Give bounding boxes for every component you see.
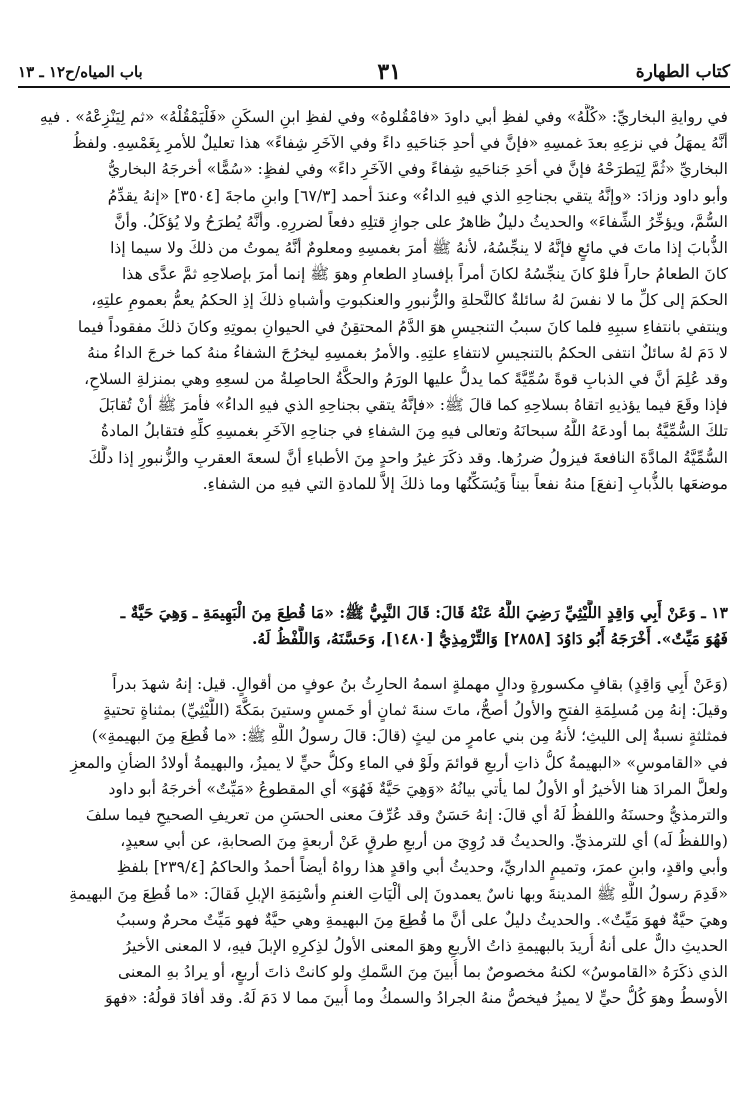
text-line: فمثلثةٍ نسبةٌ إلى الليثِ؛ لأنهُ مِن بني عامرٍ من ليثٍ (قالَ: قالَ رسولُ اللَّهِ ﷺ: «ما قُطِعَ مِنَ البهيمةِ») xyxy=(91,727,728,746)
text-line: وأبي واقدٍ، وابنِ عمرَ، وتميمٍ الداريِّ، وحديثُ أبي واقدٍ هذا رواهُ أيضاً أحمدُ والحاكمُ [٢٣٩/٤] بلفظِ xyxy=(116,858,728,877)
text-line: (وَعَنْ أَبِي وَاقِدٍ) بقافٍ مكسورةٍ ودالٍ مهملةٍ اسمهُ الحارِثُ بنُ عوفٍ من أقوالٍ. قيل: إنهُ شهدَ بدراً xyxy=(112,675,728,693)
text-line: «قَدِمَ رسولُ اللَّهِ ﷺ المدينةَ وبها ناسٌ يعمدونَ إلى ألْيَاتِ الغنمِ وأسْنِمَةِ الإبلِ فَقالَ: «ما قُطِعَ مِنَ البهيمةِ xyxy=(69,884,728,903)
text-line: السُّمَّ، ويؤخِّرُ الشِّفاءَ» والحديثُ دليلٌ ظاهرٌ على جوازِ قتلِهِ دفعاً لضررِهِ. وأنَّهُ يُطرَحُ ولا يُؤكَلُ. وأنَّ xyxy=(114,212,728,231)
text-line: في «القاموسِ» «البهيمةُ كلُّ ذاتِ أربعِ قوائمَ ولَوْ في الماءِ وكلُّ حيٍّ لا يميزُ، والبهيمةُ أولادُ الضأنِ والمعزِ xyxy=(70,753,728,772)
page-header xyxy=(18,58,730,88)
text-line: وقيلَ: إنهُ مِن مُسلِمَةِ الفتحِ والأولُ أصحُّ، ماتَ سنةَ ثمانٍ أو خَمسٍ وستينَ بمَكَّةَ (اللَّيْثِيِّ) بمثناةٍ تحتيةٍ xyxy=(103,701,728,720)
text-line: الأوسطُ وهوَ كُلُّ حيٍّ لا يميزُ فيخصُّ منهُ الجرادُ والسمكُ وما أُبينَ مما لا دَمَ لَهُ. وقد أفادَ قولُهُ: «فهوَ xyxy=(105,989,728,1008)
commentary-paragraph xyxy=(24,104,728,497)
text-line: كانَ الطعامُ حاراً فلوْ كانَ ينجِّسُهُ لكانَ أمراً بإفسادِ الطعامِ وهوَ ﷺ إنما أمرَ بإصلاحِهِ ثمَّ عدَّى هذا xyxy=(122,265,728,284)
text-line: موضعَها بالذُّبابِ [نفعَ] منهُ نفعاً بيناً وَيُسَكِّنُها وما ذلكَ إلاَّ للمادةِ التي فيهِ من الشفاءِ. xyxy=(202,474,728,493)
text-line: والترمذيُّ وحسنَهُ واللفظُ لَهُ أي قالَ: إنهُ حَسَنٌ وقد عُرِّفَ معنى الحسَنِ من تعريفِ الصحيحِ فيما سلفَ xyxy=(85,806,728,825)
text-line: الحديثِ دالٌّ على أنهُ أُريدَ بالبهيمةِ ذاتُ الأربعِ وهوَ المعنى الأولُ لذِكرِهِ الإبلَ فيهِ، لا المعنى الأخيرُ xyxy=(123,937,728,956)
text-line: وأبو داود وزادَ: «وإنَّهُ يتقي بجناحِهِ الذي فيهِ الداءُ» وعندَ أحمد [٦٧/٣] وابنِ ماجةَ [٣٥٠٤] «إنهُ يقدِّمُ xyxy=(107,186,728,205)
text-line: السُّمِّيَّةُ المادَّةَ النافعةَ فيزولُ ضررُها. وقد ذكَرَ غيرُ واحدٍ مِنَ الأطباءِ أنَّ لسعةَ العقربِ والزُّنبورِ إذا دلَّكَ xyxy=(88,448,728,467)
text-line: البخاريِّ «ثُمَّ لِيَطرَحْهُ فإنَّ في أحَدِ جَناحَيهِ شِفاءً وفي الآخَرِ داءً» وفي لفظٍ: «سُمًّا» أخرجَهُ البخاريُّ xyxy=(107,160,728,179)
commentary-paragraph xyxy=(24,671,728,1012)
text-line: في روايةِ البخاريِّ: «كُلَّهُ» وفي لفظِ أبي داودَ «فامْقُلوهُ» وفي لفظِ ابنِ السكَنِ «فَلْيَمْقُلْهُ» «ثم لِيَنْزِعْهُ» . فيهِ xyxy=(39,108,728,126)
chapter-title: باب المياه/ح١٢ ـ ١٣ xyxy=(18,63,143,81)
text-line: فإذا وقَعَ فيما يؤذيهِ اتقاهُ بسلاحِهِ كما قالَ ﷺ: «فإنَّهُ يتقي بجناحِهِ الذي فيهِ الداءُ» فأمرَ ﷺ أنْ تُقابَلَ xyxy=(98,396,728,415)
hadith-text xyxy=(24,600,728,652)
text-line: فَهُوَ مَيِّتٌ». أَخْرَجَهُ أَبُو دَاوُدَ [٢٨٥٨] وَالتِّرْمِذِيُّ [١٤٨٠]، وَحَسَّنَهُ، وَاللَّفْظُ لَهُ. xyxy=(251,629,728,649)
text-line: وقد عُلِمَ أنَّ في الذبابِ قوةً سُمِّيَّةً كما يدلُّ عليها الورَمُ والحكَّةُ الحاصِلةُ من لسعِهِ وهي بمنزلةِ السلاحِ، xyxy=(84,370,728,389)
text-line: تلكَ السُّمِّيَّةُ بما أودعَهُ اللَّهُ سبحانَهُ وتعالى فيهِ مِنَ الشفاءِ في جناحِهِ الآخَرِ بغمسِهِ كلِّهِ فتقابلُ المادةُ xyxy=(100,422,728,441)
text-line: لا دَمَ لهُ سائلٌ انتفى الحكمُ بالتنجيسِ لانتفاءِ علتِهِ. والأمرُ بغمسِهِ ليخرُجَ الشفاءُ منهُ كما خرجَ الداءُ منهُ xyxy=(87,343,728,362)
text-line: الحكمَ إلى كلِّ ما لا نفسَ لهُ سائلةٌ كالنَّحلةِ والزُّنبورِ والعنكبوتِ وأشباهِ ذلكَ إذِ الحكمُ يعمُّ بعمومِ علتِهِ، xyxy=(91,291,728,310)
text-line: ولعلَّ المرادَ هنا الأخيرُ أو الأولُ لما يأتي بيانُهُ «وَهِيَ حَيَّةٌ فَهُوَ» أي المقطوعُ «مَيِّتٌ» أخرجَهُ أبو داود xyxy=(108,779,728,798)
text-line: وينتفي بانتفاءِ سببِهِ فلما كانَ سببُ التنجيسِ هوَ الدَّمُ المحتقِنُ في الحيوانِ بموتِهِ وكانَ ذلكَ مفقوداً فيما xyxy=(77,317,728,336)
text-line: وهيَ حيَّةٌ فهوَ مَيِّتٌ». والحديثُ دليلٌ على أنَّ ما قُطِعَ مِنَ البهيمةِ وهي حيَّةٌ فهو مَيِّتٌ محرمٌ وسببُ xyxy=(115,910,728,929)
text-line: ١٣ ـ وَعَنْ أَبِي وَاقِدٍ اللَّيْثِيِّ رَضِيَ اللَّهُ عَنْهُ قَالَ: قَالَ النَّبِيُّ ﷺ: «مَا قُطِعَ مِنَ الْبَهِيمَةِ ـ وَهِيَ حَيَّةٌ ـ xyxy=(120,603,728,622)
book-title: كتاب الطهارة xyxy=(635,62,730,82)
text-line: الذي ذكَرَهُ «القاموسُ» لكنهُ مخصوصٌ بما أُبينَ مِنَ السَّمكِ ولو كانتْ ذاتَ أربعٍ، أو يرادُ بهِ المعنى xyxy=(118,963,728,982)
text-line: الذُّبابَ إذا ماتَ في مائعٍ فإنَّهُ لا ينجِّسُهُ، لأنهُ ﷺ أمرَ بغمسِهِ ومعلومٌ أنَّهُ يموتُ من ذلكَ ولا سيما إذا xyxy=(110,239,728,258)
page-number: ٣١ xyxy=(377,59,402,85)
text-line: (واللفظُ لَه) أي للترمذيِّ. والحديثُ قد رُوِيَ من أربعِ طرقٍ عَنْ أربعةٍ مِنَ الصحابةِ، عن أبي سعيدٍ، xyxy=(120,832,728,851)
text-line: أنَّهُ يمهَلُ في نزعِهِ بعدَ غمسِهِ «فإنَّ في أحدِ جَناحَيهِ داءً وفي الآخَرِ شِفاءً» هذا تعليلٌ للأمرِ بِغَمْسِهِ. ولفظُ xyxy=(72,134,728,153)
